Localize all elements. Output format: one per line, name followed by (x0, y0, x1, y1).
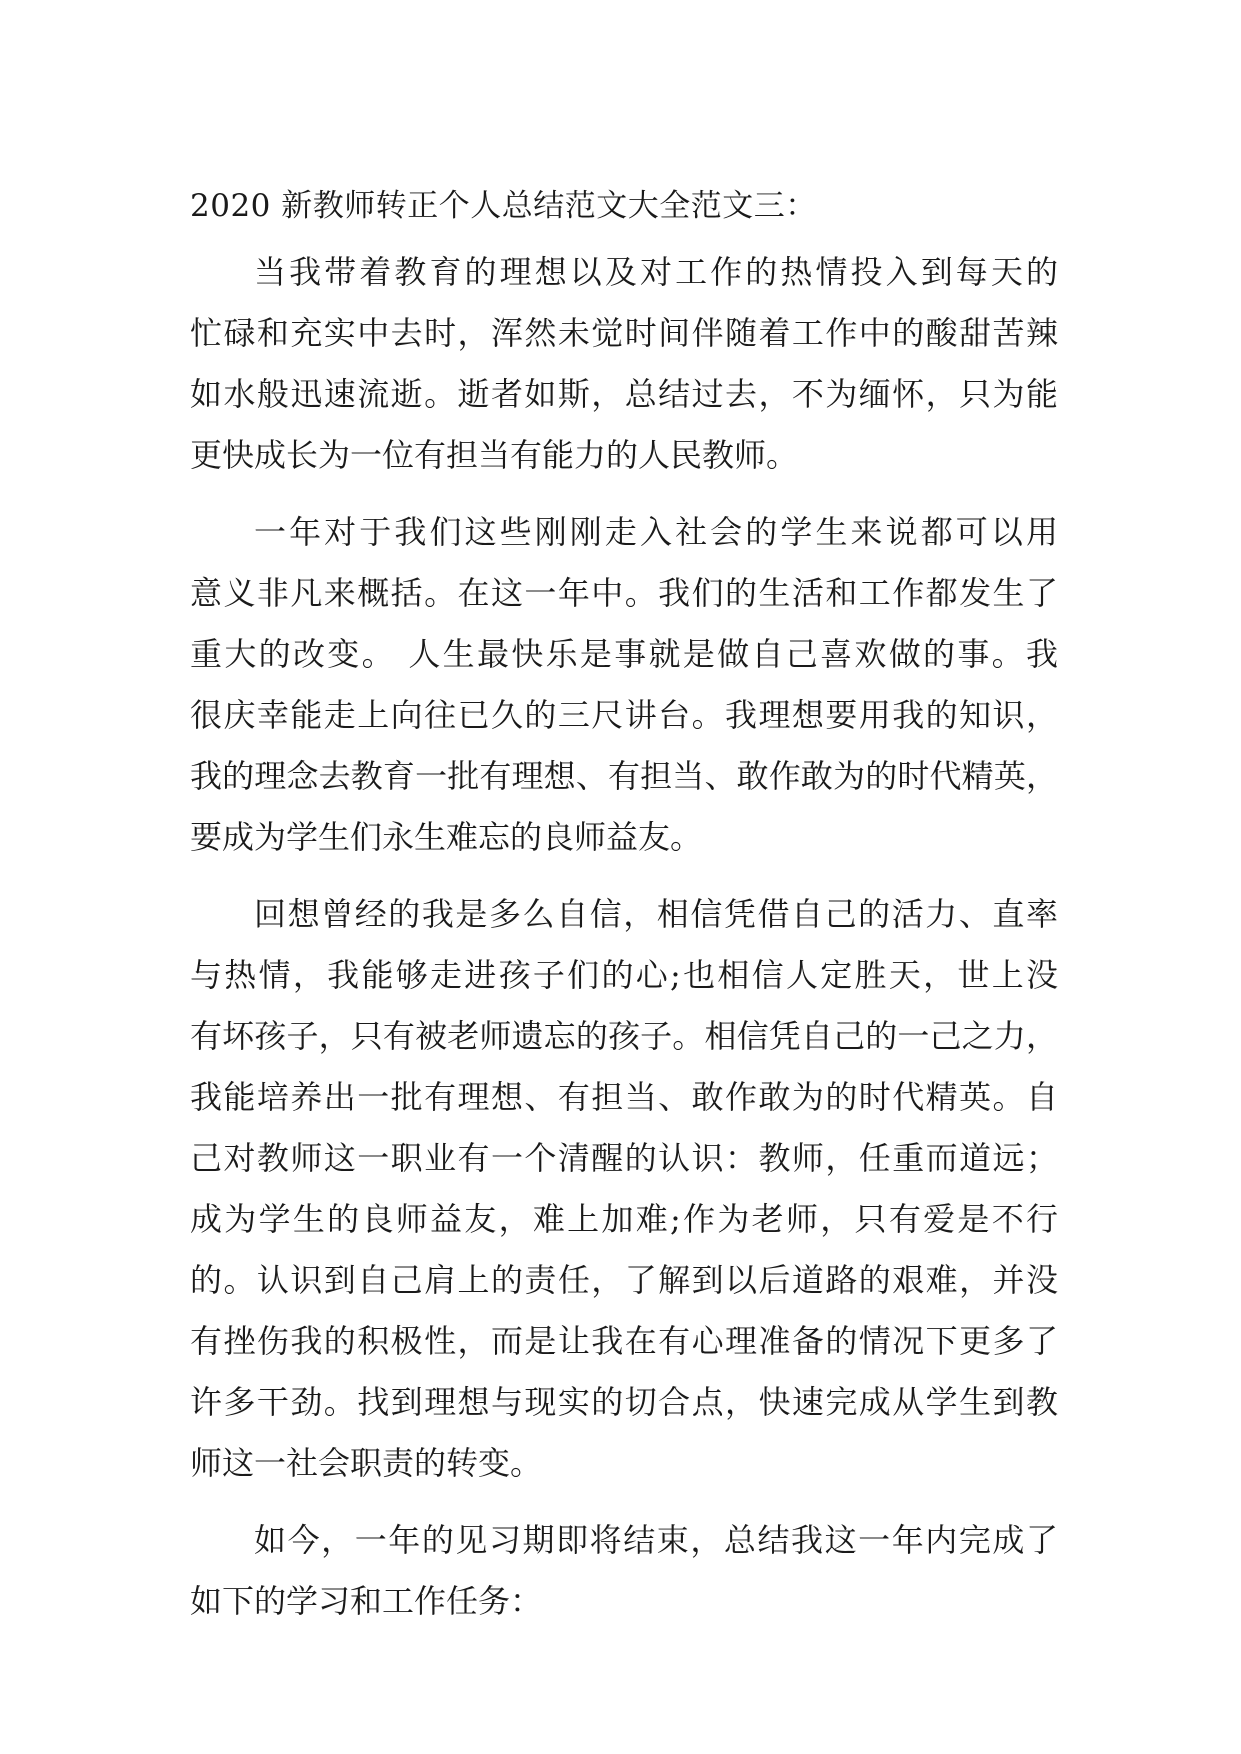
paragraph-line: 我能培养出一批有理想、有担当、敢作敢为的时代精英。自 (190, 1078, 1058, 1116)
paragraph-3 (190, 884, 1058, 1494)
paragraph-line: 当我带着教育的理想以及对工作的热情投入到每天的 (254, 253, 1058, 291)
paragraph-line: 重大的改变。 人生最快乐是事就是做自己喜欢做的事。我 (190, 635, 1058, 673)
paragraph-line: 一年对于我们这些刚刚走入社会的学生来说都可以用 (254, 513, 1058, 551)
paragraph-2 (190, 502, 1058, 868)
paragraph-4 (190, 1510, 1058, 1632)
paragraph-line: 有挫伤我的积极性，而是让我在有心理准备的情况下更多了 (190, 1322, 1058, 1360)
paragraph-line: 如今，一年的见习期即将结束，总结我这一年内完成了 (254, 1521, 1058, 1559)
paragraph-line: 如下的学习和工作任务： (190, 1582, 543, 1620)
paragraph-line: 的。认识到自己肩上的责任，了解到以后道路的艰难，并没 (190, 1261, 1058, 1299)
paragraph-line: 更快成长为一位有担当有能力的人民教师。 (190, 436, 799, 474)
paragraph-line: 回想曾经的我是多么自信，相信凭借自己的活力、直率 (254, 895, 1058, 933)
paragraph-line: 师这一社会职责的转变。 (190, 1444, 543, 1482)
paragraph-line: 与热情，我能够走进孩子们的心;也相信人定胜天，世上没 (190, 956, 1058, 994)
paragraph-line: 很庆幸能走上向往已久的三尺讲台。我理想要用我的知识， (190, 696, 1058, 734)
paragraph-line: 忙碌和充实中去时，浑然未觉时间伴随着工作中的酸甜苦辣 (190, 314, 1058, 352)
document-body (190, 186, 1058, 1648)
paragraph-line: 如水般迅速流逝。逝者如斯，总结过去，不为缅怀，只为能 (190, 375, 1058, 413)
paragraph-1 (190, 242, 1058, 486)
paragraph-line: 己对教师这一职业有一个清醒的认识：教师，任重而道远； (190, 1139, 1058, 1177)
document-title: 2020 新教师转正个人总结范文大全范文三： (190, 188, 817, 224)
paragraph-line: 意义非凡来概括。在这一年中。我们的生活和工作都发生了 (190, 574, 1058, 612)
paragraph-line: 有坏孩子，只有被老师遗忘的孩子。相信凭自己的一己之力， (190, 1017, 1058, 1055)
paragraph-line: 要成为学生们永生难忘的良师益友。 (190, 818, 703, 856)
paragraph-line: 成为学生的良师益友，难上加难;作为老师，只有爱是不行 (190, 1200, 1058, 1238)
paragraph-line: 我的理念去教育一批有理想、有担当、敢作敢为的时代精英， (190, 757, 1058, 795)
paragraph-line: 许多干劲。找到理想与现实的切合点，快速完成从学生到教 (190, 1383, 1058, 1421)
